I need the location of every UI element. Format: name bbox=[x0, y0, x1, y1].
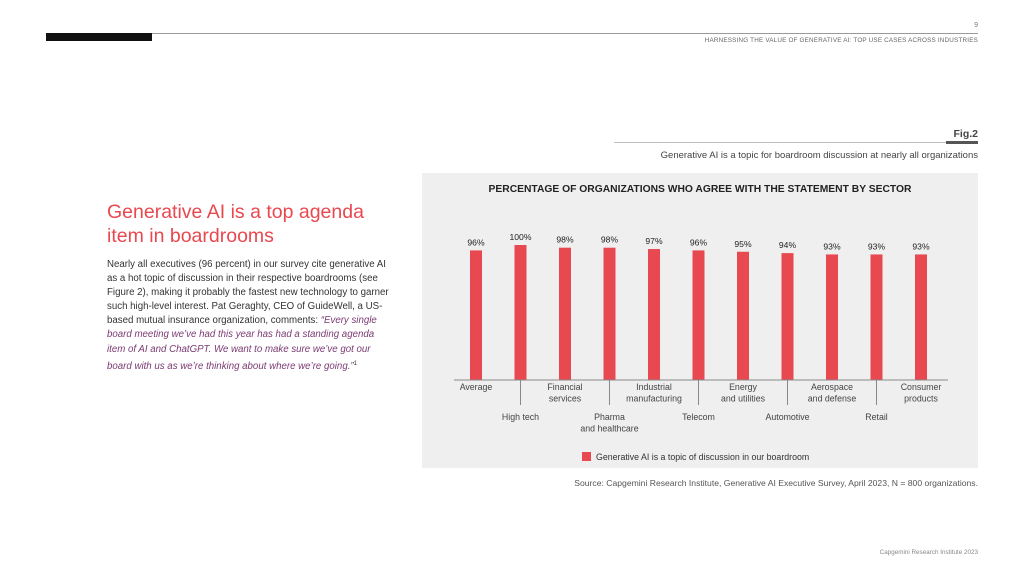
bar-value-label: 93% bbox=[823, 241, 841, 252]
x-tick-label: High tech bbox=[501, 412, 540, 422]
bar-5 bbox=[648, 249, 660, 380]
bar-value-label: 96% bbox=[467, 237, 485, 248]
bar-value-label: 100% bbox=[509, 232, 532, 242]
footnote-marker: 1 bbox=[353, 360, 357, 367]
figure-caption: Generative AI is a topic for boardroom discussion at nearly all organizations bbox=[660, 150, 978, 161]
bar-4 bbox=[604, 248, 616, 380]
x-tick-label: Aerospace and defense bbox=[807, 382, 857, 404]
x-tick-label: Industrial manufacturing bbox=[626, 382, 682, 404]
section-heading: Generative AI is a top agenda item in boardrooms bbox=[107, 201, 364, 247]
x-tick-label: Automotive bbox=[765, 412, 810, 422]
x-tick-label: Average bbox=[459, 382, 493, 392]
bar-value-label: 93% bbox=[912, 241, 930, 252]
bar-value-label: 98% bbox=[556, 234, 574, 245]
ceo-quote: “Every single board meeting we’ve had this year has had a standing agenda item of AI and ChatGPT. We want to make sure we’ve got our board with us as we’re thinking about where we’re going.” bbox=[107, 315, 377, 372]
bar-value-label: 93% bbox=[867, 241, 886, 252]
x-tick-label: Telecom bbox=[682, 412, 715, 422]
bar-9 bbox=[826, 254, 838, 380]
chart-title: PERCENTAGE OF ORGANIZATIONS WHO AGREE WITH THE STATEMENT BY SECTOR bbox=[488, 184, 912, 195]
x-tick-label: Energy and utilities bbox=[720, 382, 766, 404]
bar-7 bbox=[737, 252, 749, 380]
body-text: Nearly all executives (96 percent) in our survey cite generative AI as a hot topic of discussion in their respective boardrooms (see Figure 2), making it probably the fastest new technology to garner such high-level interest. Pat Geraghty, CEO of GuideWell, a US-based mutual insurance organization, comments: bbox=[107, 259, 389, 327]
bar-10 bbox=[871, 254, 883, 380]
report-title: HARNESSING THE VALUE OF GENERATIVE AI: TOP USE CASES ACROSS INDUSTRIES bbox=[704, 37, 978, 44]
footer-credit: Capgemini Research Institute 2023 bbox=[879, 549, 978, 556]
bar-value-label: 98% bbox=[600, 234, 619, 245]
figure-label: Fig.2 bbox=[953, 128, 978, 140]
bar-6 bbox=[693, 250, 705, 380]
bar-value-label: 96% bbox=[689, 237, 708, 248]
bar-1 bbox=[470, 250, 482, 380]
x-tick-label: Pharma and healthcare bbox=[580, 412, 639, 434]
bar-2 bbox=[515, 245, 527, 380]
bar-value-label: 97% bbox=[645, 236, 663, 247]
bar-value-label: 95% bbox=[734, 238, 752, 249]
bar-3 bbox=[559, 248, 571, 380]
legend-swatch bbox=[582, 452, 591, 461]
x-tick-label: Consumer products bbox=[900, 382, 942, 404]
bar-11 bbox=[915, 254, 927, 380]
page-number: 9 bbox=[974, 22, 978, 29]
x-tick-label: Financial services bbox=[547, 382, 583, 404]
x-tick-label: Retail bbox=[865, 412, 888, 422]
bar-8 bbox=[782, 253, 794, 380]
legend-label: Generative AI is a topic of discussion in our boardroom bbox=[596, 452, 810, 462]
source-note: Source: Capgemini Research Institute, Generative AI Executive Survey, April 2023, N = 800 organizations. bbox=[574, 478, 978, 488]
bar-value-label: 94% bbox=[778, 240, 797, 251]
